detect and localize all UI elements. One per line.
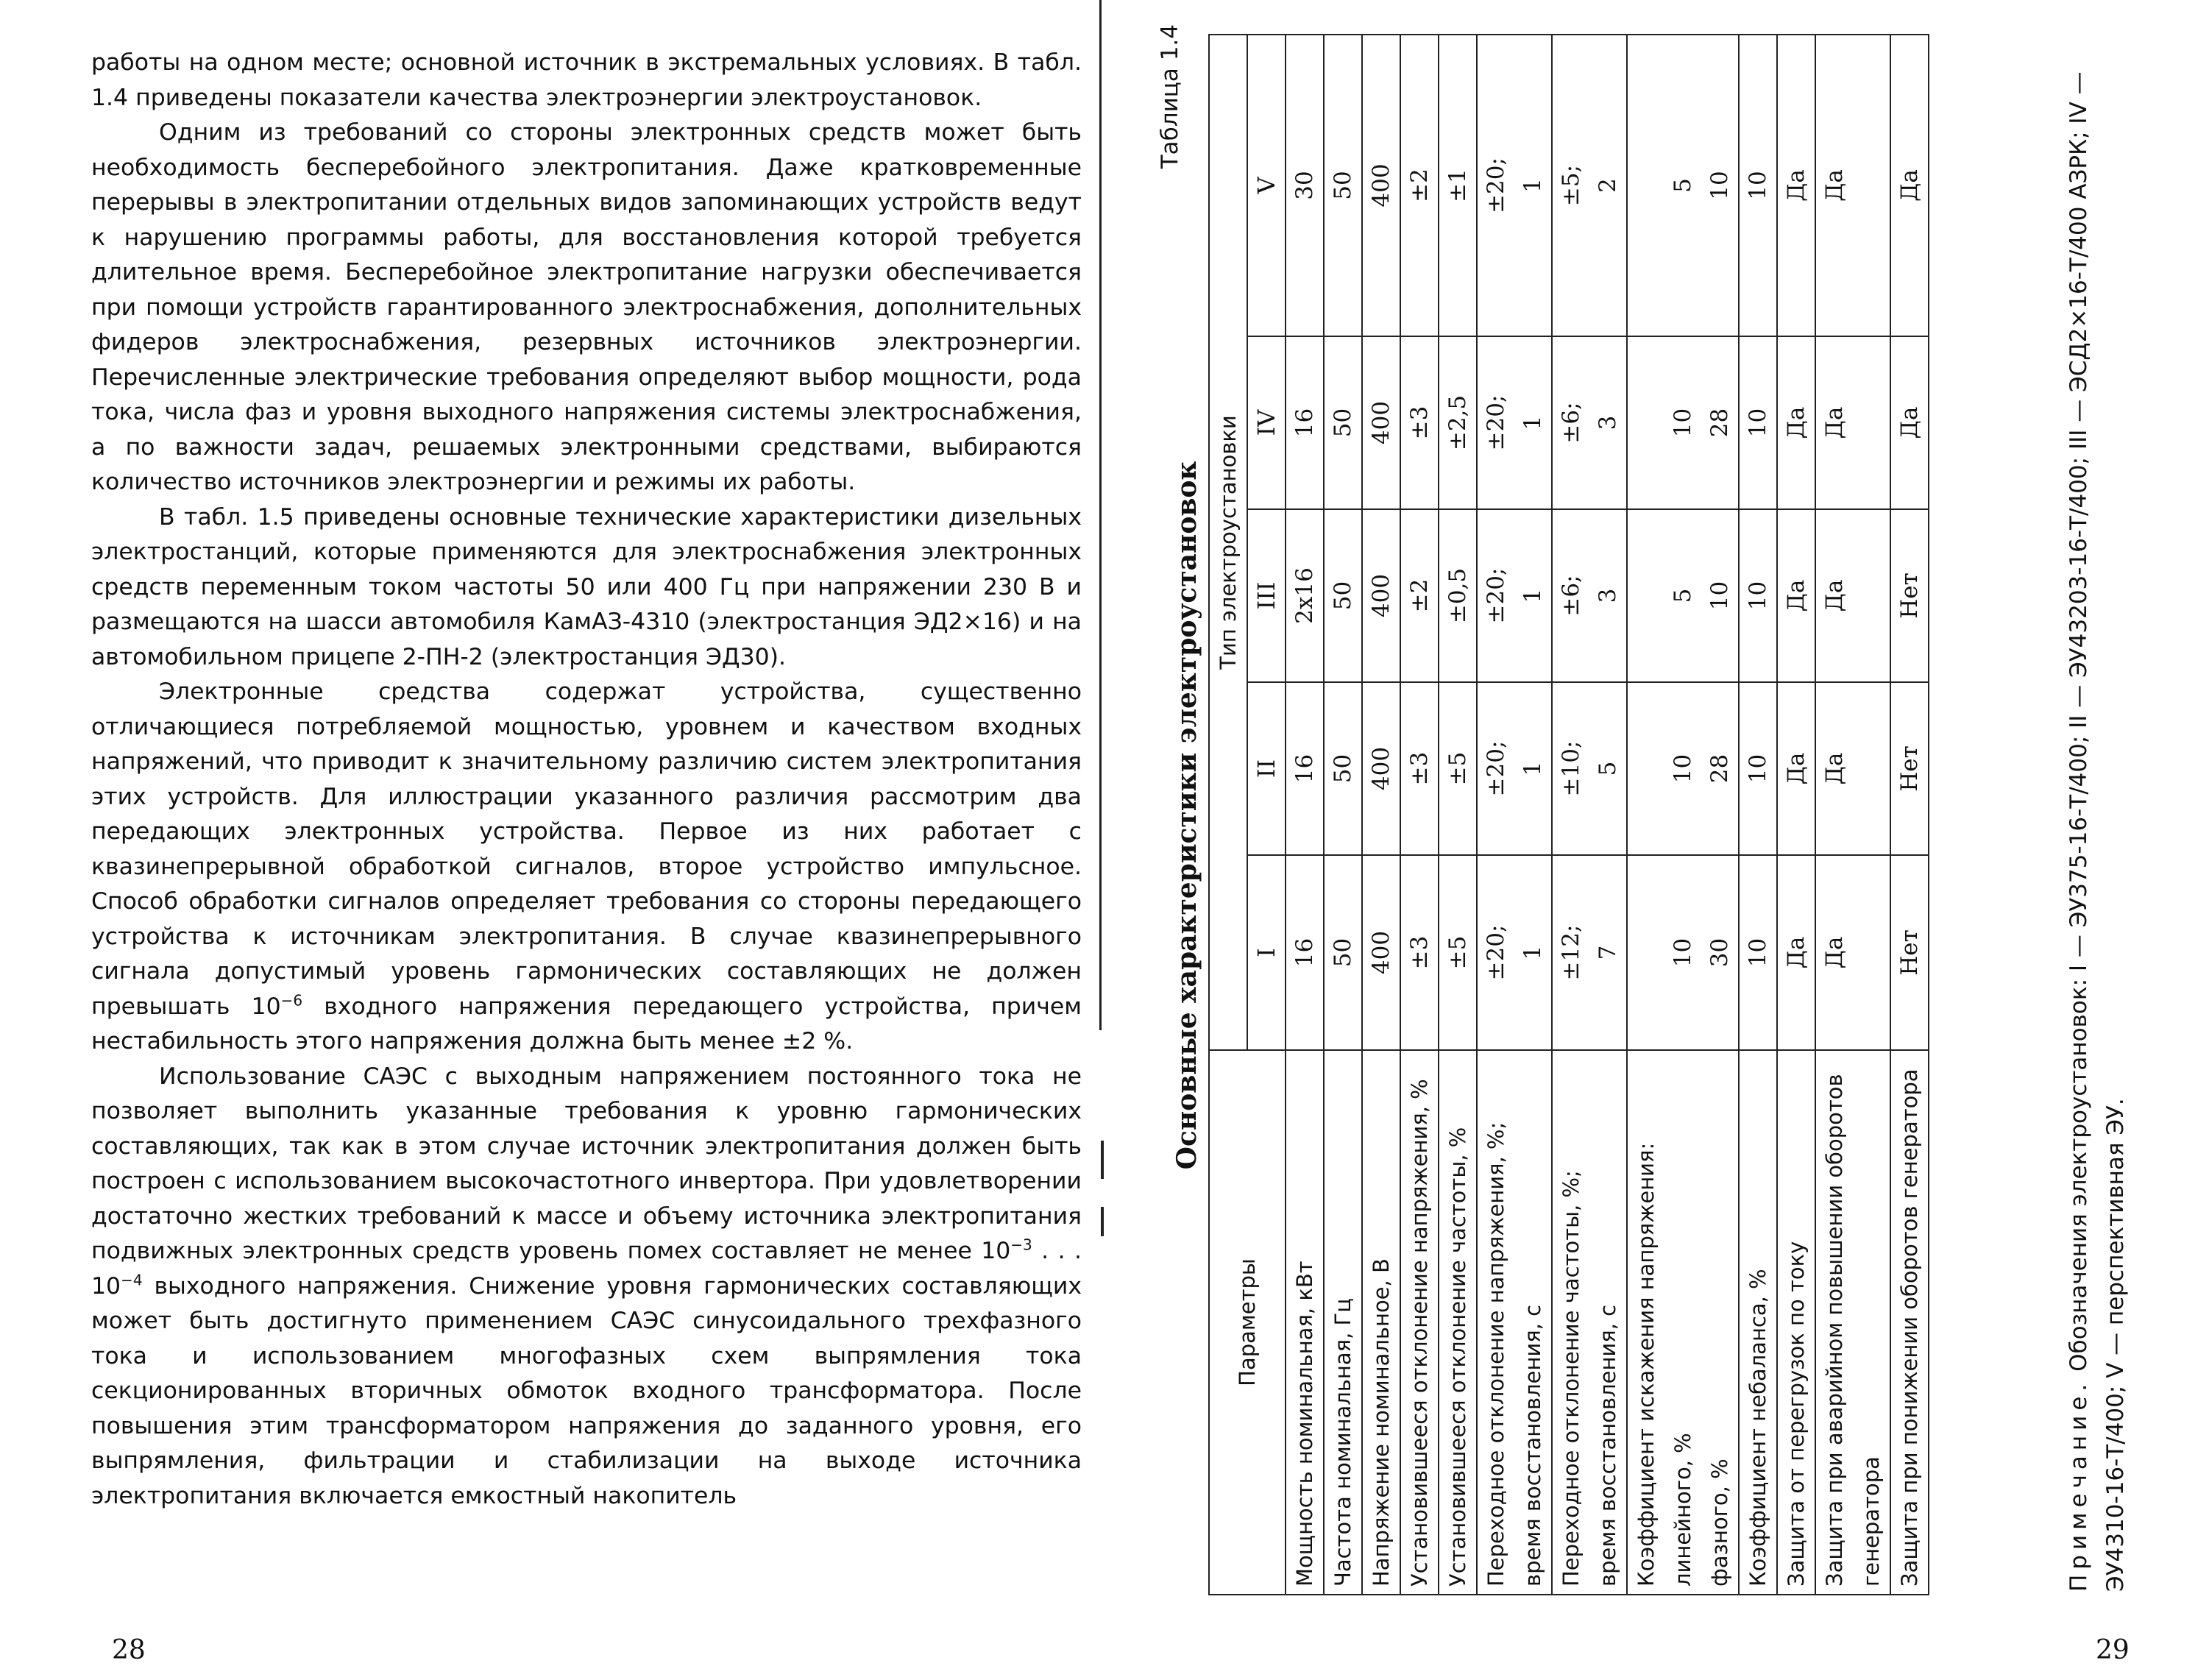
value-cell: Да — [1815, 682, 1890, 855]
value-line: ±6; — [1558, 402, 1584, 444]
value-cell: 30 — [1286, 35, 1324, 336]
value-cell: 10 — [1739, 336, 1777, 509]
paragraph-5 — [91, 1060, 1082, 1514]
paragraph-4-text-a: Электронные средства содержат устройства, существенно отличающиеся потребляемой мощностью, уровнем и качеством входных напряжений, что приводит к значительному различию систем электропитания этих устройств. Для иллюстрации указанного различия рассмотрим два передающих электронных устройства. Первое из них работает с квазинепрерывной обработкой сигналов, второе устройство импульсное. Способ обработки сигналов определяет требования со стороны передающего устройства к источникам электропитания. В случае квазинепрерывного сигнала допустимый уровень гармонических составляющих не должен превышать 10 — [91, 678, 1082, 1020]
page-divider — [1099, 0, 1102, 1030]
paragraph-2: Одним из требований со стороны электронных средств может быть необходимость бесперебойного электропитания. Даже кратковременные перерывы в электропитании отдельных видов запоминающих устройств ведут к нарушению программы работы, для восстановления которой требуется длительное время. Бесперебойное электропитание нагрузки обеспечивается при помощи устройств гарантированного электроснабжения, дополнительных фидеров электроснабжения, резервных источников электроэнергии. Перечисленные электрические требования определяют выбор мощности, рода тока, числа фаз и уровня выходного напряжения системы электроснабжения, а по важности задач, решаемых электронными средствами, выбираются количество источников электроэнергии и режимы их работы. — [91, 119, 1082, 495]
value-line: ±20; — [1483, 157, 1509, 213]
value-cell: 10 — [1739, 509, 1777, 682]
exponent: −4 — [121, 1271, 143, 1289]
exponent: −3 — [1010, 1236, 1032, 1254]
value-cell: Да — [1777, 855, 1815, 1050]
table-row — [1552, 35, 1627, 1595]
header-params: Параметры — [1209, 1050, 1286, 1595]
value-line: 3 — [1595, 415, 1621, 430]
paragraph-4 — [91, 675, 1082, 1060]
value-cell: ±2 — [1400, 509, 1439, 682]
param-line: фазного, % — [1707, 1459, 1732, 1587]
value-cell: 10 — [1739, 855, 1777, 1050]
column-header: III — [1247, 509, 1286, 682]
right-page-rotated — [1157, 24, 2135, 1606]
table-row — [1477, 35, 1552, 1595]
characteristics-table — [1208, 34, 1929, 1595]
value-line: ±20; — [1483, 567, 1509, 624]
value-cell: 50 — [1324, 509, 1362, 682]
value-line: 5 — [1595, 761, 1621, 776]
value-cell: ±2 — [1400, 35, 1439, 336]
value-line: 7 — [1595, 945, 1621, 960]
value-cell: 10 — [1739, 35, 1777, 336]
table-row — [1627, 35, 1739, 1595]
value-line: 28 — [1706, 408, 1733, 438]
value-cell — [1552, 336, 1627, 509]
paragraph-4-text-b: входного напряжения передающего устройства, причем нестабильность этого напряжения должна быть менее ±2 %. — [91, 993, 1082, 1055]
table-title: Основные характеристики электроустановок — [1171, 461, 1202, 1170]
value-cell: 400 — [1362, 509, 1400, 682]
value-line: ±20; — [1483, 394, 1509, 451]
value-cell: Да — [1890, 336, 1929, 509]
value-line: ±20; — [1483, 740, 1509, 797]
value-cell: ±0,5 — [1439, 509, 1477, 682]
value-cell: 10 — [1739, 682, 1777, 855]
table-row — [1362, 35, 1400, 1595]
param-line: время восстановления, с — [1520, 1304, 1545, 1587]
param-cell: Частота номинальная, Гц — [1324, 1050, 1362, 1595]
value-line: 1 — [1520, 415, 1546, 430]
value-cell: Да — [1890, 35, 1929, 336]
value-cell — [1552, 855, 1627, 1050]
value-line: 1 — [1520, 945, 1546, 960]
value-cell — [1477, 682, 1552, 855]
value-line: 10 — [1670, 938, 1696, 968]
value-cell: 50 — [1324, 855, 1362, 1050]
param-cell — [1552, 1050, 1627, 1595]
paragraph-3: В табл. 1.5 приведены основные технические характеристики дизельных электростанций, которые применяются для электроснабжения электронных средств переменным током частоты 50 или 400 Гц при напряжении 230 В и размещаются на шасси автомобиля КамАЗ-4310 (электростанция ЭД2×16) и на автомобильном прицепе 2-ПН-2 (электростанция ЭД30). — [91, 503, 1082, 670]
value-cell: 16 — [1286, 336, 1324, 509]
table-row — [1739, 35, 1777, 1595]
value-cell — [1477, 509, 1552, 682]
table-row — [1324, 35, 1362, 1595]
value-line: 10 — [1706, 171, 1733, 200]
page-number-left: 28 — [112, 1635, 146, 1665]
table-row — [1400, 35, 1439, 1595]
value-line: 2 — [1595, 178, 1621, 193]
paragraph-1: работы на одном месте; основной источник в экстремальных условиях. В табл. 1.4 приведены показатели качества электроэнергии электроустановок. — [91, 49, 1082, 111]
value-cell — [1627, 682, 1739, 855]
value-line: 5 — [1670, 588, 1696, 603]
value-cell — [1552, 35, 1627, 336]
value-cell — [1477, 35, 1552, 336]
table-header-row — [1209, 35, 1247, 1595]
value-cell: 400 — [1362, 855, 1400, 1050]
scan-mark — [1101, 1141, 1104, 1179]
column-header: I — [1247, 855, 1286, 1050]
value-line: ±6; — [1558, 575, 1584, 617]
value-line: 10 — [1670, 408, 1696, 438]
value-cell: Нет — [1890, 682, 1929, 855]
value-line: 28 — [1706, 754, 1733, 784]
value-cell: ±3 — [1400, 682, 1439, 855]
value-cell: 50 — [1324, 336, 1362, 509]
value-line: 5 — [1670, 178, 1696, 193]
value-cell: Нет — [1890, 855, 1929, 1050]
value-cell: Да — [1815, 35, 1890, 336]
param-cell: Коэффициент небаланса, % — [1739, 1050, 1777, 1595]
column-header: II — [1247, 682, 1286, 855]
value-cell: 16 — [1286, 682, 1324, 855]
value-cell: ±3 — [1400, 855, 1439, 1050]
value-line: ±12; — [1558, 924, 1584, 981]
left-page-text — [91, 46, 1082, 1514]
value-cell: 400 — [1362, 35, 1400, 336]
param-cell — [1477, 1050, 1552, 1595]
value-cell — [1627, 855, 1739, 1050]
exponent: −6 — [280, 991, 303, 1009]
page-number-right: 29 — [2096, 1635, 2130, 1665]
value-cell: 50 — [1324, 35, 1362, 336]
param-line: время восстановления, с — [1595, 1304, 1620, 1587]
value-cell — [1627, 336, 1739, 509]
value-cell: ±5 — [1439, 855, 1477, 1050]
value-line: ±20; — [1483, 924, 1509, 981]
value-cell: ±5 — [1439, 682, 1477, 855]
value-cell — [1477, 336, 1552, 509]
param-cell: Защита при аварийном повышении оборотов генератора — [1815, 1050, 1890, 1595]
column-header: V — [1247, 35, 1286, 336]
value-cell: Да — [1777, 35, 1815, 336]
param-line: Переходное отклонение частоты, %; — [1559, 1170, 1584, 1587]
param-line: Коэффициент искажения напряжения: — [1634, 1142, 1659, 1587]
note-label: Примечание. — [2066, 1378, 2092, 1592]
param-cell: Напряжение номинальное, В — [1362, 1050, 1400, 1595]
param-cell: Установившееся отклонение напряжения, % — [1400, 1050, 1439, 1595]
scan-mark — [1101, 1207, 1104, 1236]
value-cell — [1552, 682, 1627, 855]
value-cell: ±2,5 — [1439, 336, 1477, 509]
paragraph-5-text-b: . . . 10 — [91, 1238, 1082, 1300]
param-cell: Мощность номинальная, кВт — [1286, 1050, 1324, 1595]
value-cell: Да — [1815, 509, 1890, 682]
param-line: Переходное отклонение напряжения, %; — [1483, 1121, 1508, 1587]
param-line: линейного, % — [1670, 1433, 1695, 1587]
value-line: 1 — [1520, 588, 1546, 603]
value-cell: Нет — [1890, 509, 1929, 682]
paragraph-5-text-c: выходного напряжения. Снижение уровня гармонических составляющих может быть достигнуто применением САЭС синусоидального трехфазного тока и использованием многофазных схем выпрямления тока секционированных вторичных обмоток входного трансформатора. После повышения этим трансформатором напряжения до заданного уровня, его выпрямления, фильтрации и стабилизации на выходе источника электропитания включается емкостный накопитель — [91, 1272, 1082, 1509]
value-cell: Да — [1815, 855, 1890, 1050]
value-cell: ±1 — [1439, 35, 1477, 336]
value-cell: ±3 — [1400, 336, 1439, 509]
value-cell: Да — [1777, 509, 1815, 682]
value-line: 3 — [1595, 588, 1621, 603]
table-number: Таблица 1.4 — [1157, 24, 1183, 169]
paragraph-5-text-a: Использование САЭС с выходным напряжением постоянного тока не позволяет выполнить указанные требования к уровню гармонических составляющих, так как в этом случае источник электропитания должен быть построен с использованием высокочастотного инвертора. При удовлетворении достаточно жестких требований к массе и объему источника электропитания подвижных электронных средств уровень помех составляет не менее 10 — [91, 1063, 1082, 1264]
param-cell: Установившееся отклонение частоты, % — [1439, 1050, 1477, 1595]
value-line: 10 — [1670, 754, 1696, 784]
column-header: IV — [1247, 336, 1286, 509]
value-cell: Да — [1777, 682, 1815, 855]
table-row — [1815, 35, 1890, 1595]
note-text: Обозначения электроустановок: I — ЭУ375-16-Т/400; II — ЭУ43203-16-Т/400; III — ЭСД2×16-Т/400 АЗРК; IV — ЭУ4310-16-Т/400; V — перспективная ЭУ. — [2066, 71, 2129, 1592]
value-cell: 50 — [1324, 682, 1362, 855]
value-cell — [1552, 509, 1627, 682]
table-note — [2060, 46, 2134, 1592]
value-cell — [1627, 35, 1739, 336]
value-cell: Да — [1815, 336, 1890, 509]
value-line: 1 — [1520, 178, 1546, 193]
value-line: ±10; — [1558, 740, 1584, 797]
value-line: 10 — [1706, 581, 1733, 611]
value-cell: 400 — [1362, 336, 1400, 509]
value-cell: 16 — [1286, 855, 1324, 1050]
table-row — [1890, 35, 1929, 1595]
param-cell: Защита при понижении оборотов генератора — [1890, 1050, 1929, 1595]
param-cell: Защита от перегрузок по току — [1777, 1050, 1815, 1595]
table-row — [1286, 35, 1324, 1595]
header-types: Тип электроустановки — [1209, 35, 1247, 1050]
value-cell: 2x16 — [1286, 509, 1324, 682]
value-line: 1 — [1520, 761, 1546, 776]
table-row — [1439, 35, 1477, 1595]
param-cell — [1627, 1050, 1739, 1595]
value-cell: Да — [1777, 336, 1815, 509]
value-cell — [1627, 509, 1739, 682]
value-line: ±5; — [1558, 164, 1584, 207]
value-cell — [1477, 855, 1552, 1050]
value-line: 30 — [1706, 938, 1733, 968]
table-row — [1777, 35, 1815, 1595]
value-cell: 400 — [1362, 682, 1400, 855]
